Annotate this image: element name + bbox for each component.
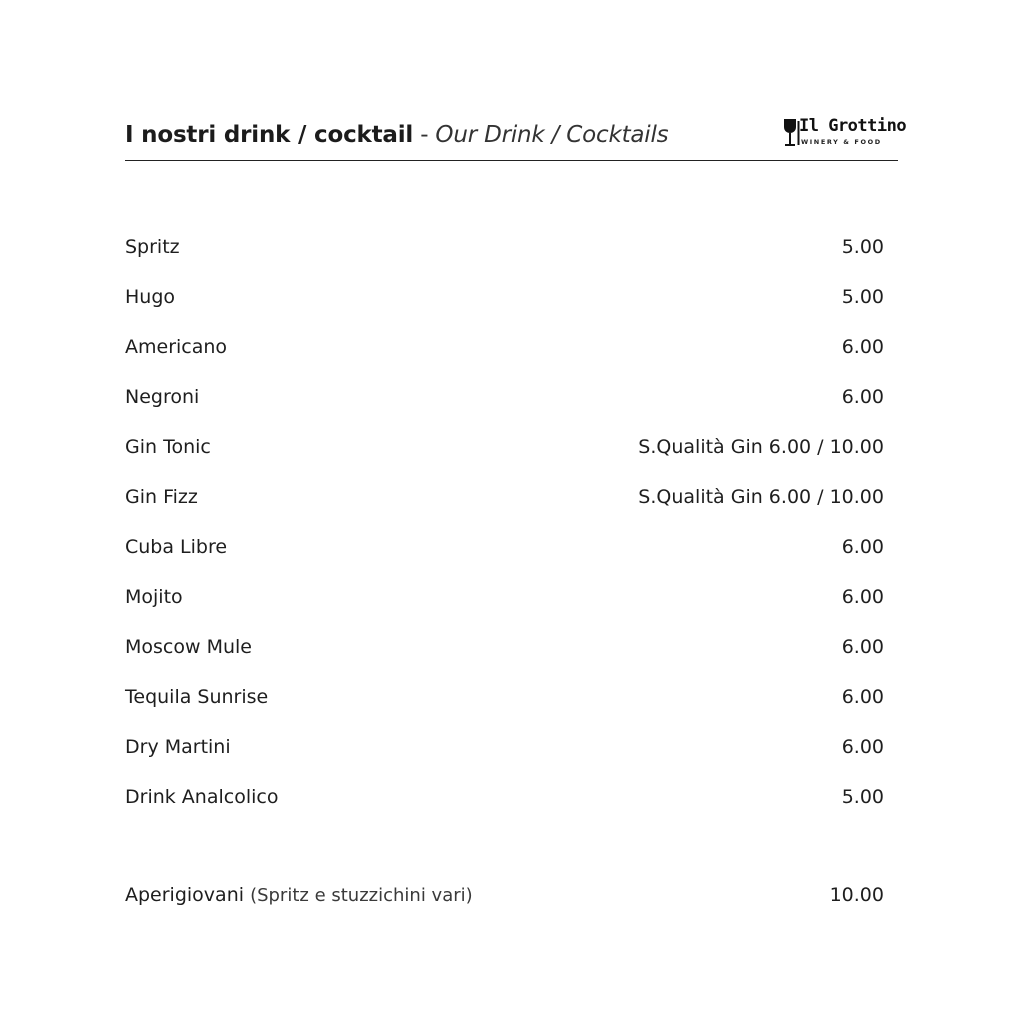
list-item — [125, 532, 884, 582]
item-name: Cuba Libre — [125, 536, 228, 558]
item-name: Hugo — [125, 286, 176, 308]
list-item — [125, 232, 884, 282]
aperigiovani-row — [125, 880, 884, 914]
drink-list — [125, 232, 884, 832]
item-price: S.Qualità Gin 6.00 / 10.00 — [638, 436, 884, 458]
title-italian: I nostri drink / cocktail — [125, 122, 414, 148]
restaurant-logo — [782, 116, 907, 150]
item-name: Gin Fizz — [125, 486, 198, 508]
item-name: Dry Martini — [125, 736, 231, 758]
item-price: 6.00 — [841, 536, 884, 558]
item-price: 6.00 — [841, 686, 884, 708]
list-item — [125, 582, 884, 632]
list-item — [125, 732, 884, 782]
item-name: Drink Analcolico — [125, 786, 279, 808]
list-item — [125, 682, 884, 732]
list-item — [125, 482, 884, 532]
item-name: Gin Tonic — [125, 436, 211, 458]
item-name: Mojito — [125, 586, 183, 608]
item-price: S.Qualità Gin 6.00 / 10.00 — [638, 486, 884, 508]
list-item — [125, 382, 884, 432]
page-title — [125, 122, 668, 148]
item-name: Americano — [125, 336, 228, 358]
extra-item-title: Aperigiovani — [125, 884, 245, 906]
item-price: 6.00 — [841, 586, 884, 608]
item-price: 5.00 — [841, 786, 884, 808]
title-separator: - — [413, 122, 436, 148]
menu-header — [125, 112, 907, 161]
list-item — [125, 432, 884, 482]
title-english: Our Drink / Cocktails — [435, 122, 669, 148]
item-price: 5.00 — [841, 236, 884, 258]
item-name: Negroni — [125, 386, 200, 408]
item-price: 5.00 — [841, 286, 884, 308]
list-item — [125, 282, 884, 332]
list-item — [125, 332, 884, 382]
item-name: Spritz — [125, 236, 180, 258]
item-price: 6.00 — [841, 336, 884, 358]
extra-item-note: (Spritz e stuzzichini vari) — [250, 885, 473, 906]
wine-glass-icon — [782, 118, 800, 148]
item-price: 6.00 — [841, 736, 884, 758]
item-name: Tequila Sunrise — [125, 686, 269, 708]
list-item — [125, 632, 884, 682]
extra-item-name — [125, 884, 473, 906]
list-item — [125, 782, 884, 832]
item-name: Moscow Mule — [125, 636, 252, 658]
extra-item-price: 10.00 — [829, 884, 884, 906]
item-price: 6.00 — [841, 636, 884, 658]
item-price: 6.00 — [841, 386, 884, 408]
logo-name: Il Grottino — [799, 116, 907, 136]
logo-tagline: WINERY & FOOD — [801, 138, 882, 146]
